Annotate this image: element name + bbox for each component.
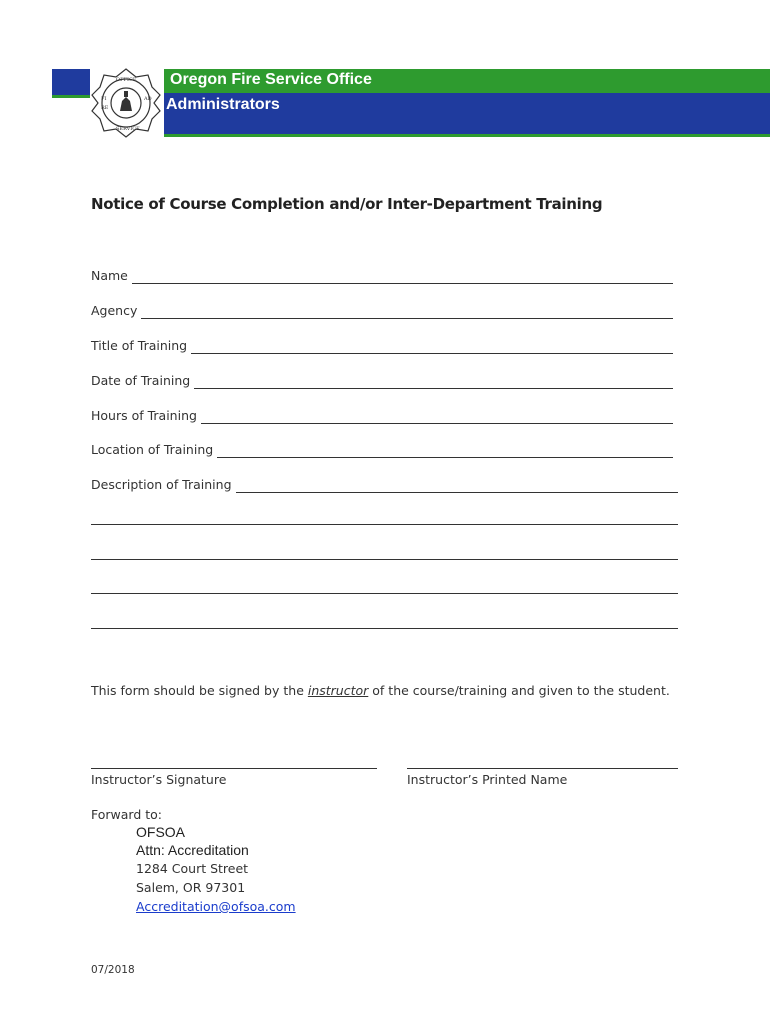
- field-label: Agency: [91, 303, 138, 318]
- field-label: Title of Training: [91, 338, 188, 353]
- header-green-line: [164, 134, 770, 137]
- header-green-accent: [52, 95, 90, 98]
- description-blank-line[interactable]: [91, 593, 678, 594]
- note-text-before: This form should be signed by the: [91, 683, 308, 698]
- field-label: Date of Training: [91, 373, 191, 388]
- field-input-line[interactable]: [236, 480, 678, 493]
- field-description-of-training[interactable]: [91, 475, 678, 493]
- description-blank-line[interactable]: [91, 559, 678, 560]
- field-input-line[interactable]: [141, 306, 673, 319]
- signature-line[interactable]: [91, 768, 377, 769]
- form-title: Notice of Course Completion and/or Inter-Department Training: [91, 195, 603, 213]
- header-blue-bar-lower: [164, 115, 770, 135]
- note-text-after: of the course/training and given to the student.: [368, 683, 670, 698]
- field-label: Location of Training: [91, 442, 214, 457]
- forward-to-label: Forward to:: [91, 807, 163, 822]
- svg-text:SERVICE: SERVICE: [116, 126, 140, 132]
- description-blank-line[interactable]: [91, 524, 678, 525]
- description-blank-line[interactable]: [91, 628, 678, 629]
- field-label: Name: [91, 268, 128, 283]
- svg-text:AD: AD: [144, 96, 152, 102]
- svg-text:OFFICE: OFFICE: [116, 77, 137, 83]
- field-date-of-training[interactable]: [91, 371, 673, 389]
- svg-text:RE: RE: [101, 105, 109, 111]
- field-hours-of-training[interactable]: [91, 406, 673, 424]
- field-input-line[interactable]: [132, 271, 673, 284]
- fire-service-seal-icon: [90, 67, 162, 139]
- field-location-of-training[interactable]: [91, 440, 673, 458]
- forward-attn: Attn: Accreditation: [136, 842, 249, 858]
- field-title-of-training[interactable]: [91, 336, 673, 354]
- forward-city: Salem, OR 97301: [136, 880, 246, 895]
- field-input-line[interactable]: [194, 376, 673, 389]
- field-name[interactable]: [91, 266, 673, 284]
- signature-label: Instructor’s Signature: [91, 772, 227, 787]
- header-blue-block: [52, 69, 90, 97]
- field-input-line[interactable]: [201, 411, 673, 424]
- printed-name-label: Instructor’s Printed Name: [407, 772, 568, 787]
- field-input-line[interactable]: [217, 445, 673, 458]
- forward-org: OFSOA: [136, 824, 186, 840]
- field-input-line[interactable]: [191, 341, 673, 354]
- field-label: Hours of Training: [91, 408, 197, 423]
- field-label: Description of Training: [91, 477, 232, 492]
- svg-text:FI: FI: [101, 96, 107, 102]
- form-revision-date: 07/2018: [91, 964, 135, 976]
- printed-name-line[interactable]: [407, 768, 678, 769]
- field-agency[interactable]: [91, 301, 673, 319]
- org-name-line1: Oregon Fire Service Office: [170, 71, 372, 88]
- org-name-line2: Administrators: [166, 96, 280, 113]
- instruction-note: [91, 683, 670, 698]
- forward-street: 1284 Court Street: [136, 861, 249, 876]
- forward-email-link[interactable]: Accreditation@ofsoa.com: [136, 899, 296, 914]
- note-emphasis: instructor: [307, 683, 369, 698]
